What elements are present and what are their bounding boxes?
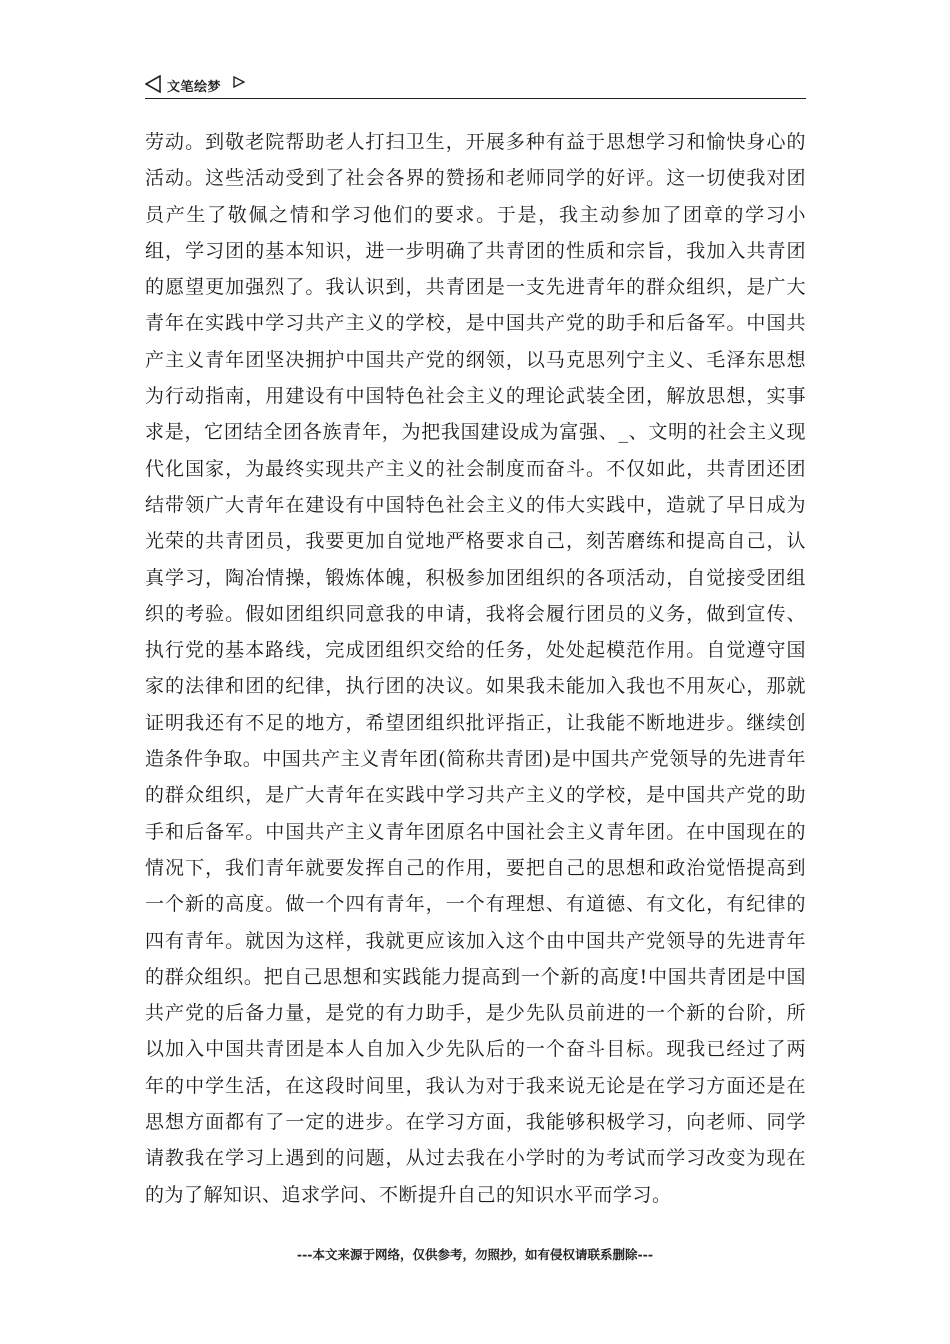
body-paragraph: 劳动。到敬老院帮助老人打扫卫生，开展多种有益于思想学习和愉快身心的活动。这些活动受到了社会各界的赞扬和老师同学的好评。这一切使我对团员产生了敬佩之情和学习他们的要求。于是，我主动参加了团章的学习小组，学习团的基本知识，进一步明确了共青团的性质和宗旨，我加入共青团的愿望更加强烈了。我认识到，共青团是一支先进青年的群众组织，是广大青年在实践中学习共产主义的学校，是中国共产党的助手和后备军。中国共产主义青年团坚决拥护中国共产党的纲领，以马克思列宁主义、毛泽东思想为行动指南，用建设有中国特色社会主义的理论武装全团，解放思想，实事求是，它团结全团各族青年，为把我国建设成为富强、_、文明的社会主义现代化国家，为最终实现共产主义的社会制度而奋斗。不仅如此，共青团还团结带领广大青年在建设有中国特色社会主义的伟大实践中，造就了早日成为光荣的共青团员，我要更加自觉地严格要求自己，刻苦磨练和提高自己，认真学习，陶冶情操，锻炼体魄，积极参加团组织的各项活动，自觉接受团组织的考验。假如团组织同意我的申请，我将会履行团员的义务，做到宣传、执行党的基本路线，完成团组织交给的任务，处处起模范作用。自觉遵守国家的法律和团的纪律，执行团的决议。如果我未能加入我也不用灰心，那就证明我还有不足的地方，希望团组织批评指正，让我能不断地进步。继续创造条件争取。中国共产主义青年团(简称共青团)是中国共产党领导的先进青年的群众组织，是广大青年在实践中学习共产主义的学校，是中国共产党的助手和后备军。中国共产主义青年团原名中国社会主义青年团。在中国现在的情况下，我们青年就要发挥自己的作用，要把自己的思想和政治觉悟提高到一个新的高度。做一个四有青年，一个有理想、有道德、有文化，有纪律的四有青年。就因为这样，我就更应该加入这个由中国共产党领导的先进青年的群众组织。把自己思想和实践能力提高到一个新的高度!中国共青团是中国共产党的后备力量，是党的有力助手，是少先队员前进的一个新的台阶，所以加入中国共青团是本人自加入少先队后的一个奋斗目标。现我已经过了两年的中学生活，在这段时间里，我认为对于我来说无论是在学习方面还是在思想方面都有了一定的进步。在学习方面，我能够积极学习，向老师、同学请教我在学习上遇到的问题，从过去我在小学时的为考试而学习改变为现在的为了解知识、追求学问、不断提升自己的知识水平而学习。: [145, 131, 806, 1206]
right-triangle-icon: [233, 76, 245, 88]
page-header: [145, 72, 806, 99]
header-title: 文笔绘梦: [167, 80, 222, 95]
footer-disclaimer: ---本文来源于网络，仅供参考，勿照抄，如有侵权请联系删除---: [296, 1247, 654, 1262]
left-triangle-icon: [145, 75, 161, 93]
